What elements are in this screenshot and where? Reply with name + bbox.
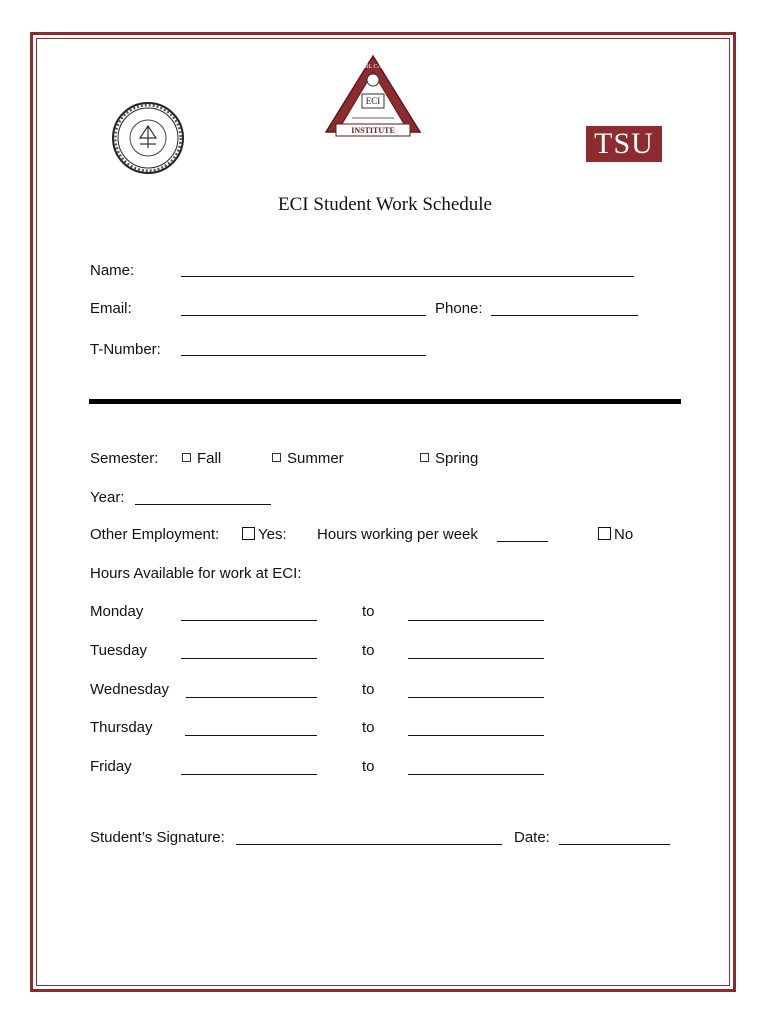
phone-field[interactable] (491, 315, 638, 316)
thursday-to-field[interactable] (408, 735, 544, 736)
date-label: Date: (514, 829, 550, 846)
tsu-logo: TSU (586, 126, 662, 162)
spring-checkbox[interactable] (420, 453, 429, 462)
friday-from-field[interactable] (181, 774, 317, 775)
semester-label: Semester: (90, 450, 159, 467)
summer-checkbox[interactable] (272, 453, 281, 462)
summer-label: Summer (287, 450, 344, 467)
date-field[interactable] (559, 844, 670, 845)
other-employment-label: Other Employment: (90, 526, 220, 543)
email-label: Email: (90, 300, 132, 317)
wednesday-to-field[interactable] (408, 697, 544, 698)
signature-field[interactable] (236, 844, 502, 845)
employment-no-label: No (614, 526, 634, 543)
tuesday-to-field[interactable] (408, 658, 544, 659)
to-label: to (362, 758, 375, 775)
fall-label: Fall (197, 450, 222, 467)
hours-available-label: Hours Available for work at ECI: (90, 565, 302, 582)
section-divider (89, 399, 681, 404)
tuesday-from-field[interactable] (181, 658, 317, 659)
to-label: to (362, 603, 375, 620)
tuesday-label: Tuesday (90, 642, 147, 659)
friday-to-field[interactable] (408, 774, 544, 775)
thursday-from-field[interactable] (185, 735, 317, 736)
year-label: Year: (90, 489, 125, 506)
monday-to-field[interactable] (408, 620, 544, 621)
email-field[interactable] (181, 315, 426, 316)
friday-label: Friday (90, 758, 132, 775)
signature-label: Student’s Signature: (90, 829, 225, 846)
to-label: to (362, 642, 375, 659)
monday-label: Monday (90, 603, 144, 620)
tnumber-field[interactable] (181, 355, 426, 356)
year-field[interactable] (135, 504, 271, 505)
monday-from-field[interactable] (181, 620, 317, 621)
employment-yes-option[interactable] (242, 526, 287, 544)
hours-per-week-field[interactable] (497, 541, 548, 542)
wednesday-from-field[interactable] (186, 697, 317, 698)
to-label: to (362, 681, 375, 698)
employment-no-option[interactable] (598, 526, 633, 544)
phone-label: Phone: (435, 300, 483, 317)
spring-label: Spring (435, 450, 479, 467)
name-field[interactable] (181, 276, 634, 277)
wednesday-label: Wednesday (90, 681, 169, 698)
semester-spring-option[interactable] (420, 450, 478, 468)
name-label: Name: (90, 262, 135, 279)
law-school-seal-logo (110, 100, 186, 176)
employment-yes-label: Yes: (258, 526, 287, 543)
thursday-label: Thursday (90, 719, 153, 736)
eci-logo-top-text: EARL CARL (356, 64, 390, 70)
employment-no-checkbox[interactable] (598, 527, 611, 540)
tnumber-label: T-Number: (90, 341, 161, 358)
form-title: ECI Student Work Schedule (278, 194, 492, 215)
employment-yes-checkbox[interactable] (242, 527, 255, 540)
to-label: to (362, 719, 375, 736)
eci-logo-center-text: ECI (365, 96, 381, 106)
fall-checkbox[interactable] (182, 453, 191, 462)
semester-fall-option[interactable] (182, 450, 221, 468)
semester-summer-option[interactable] (272, 450, 344, 468)
hours-per-week-label: Hours working per week (317, 526, 478, 543)
eci-logo-banner-text: INSTITUTE (351, 126, 395, 135)
eci-triangle-logo (322, 52, 424, 138)
